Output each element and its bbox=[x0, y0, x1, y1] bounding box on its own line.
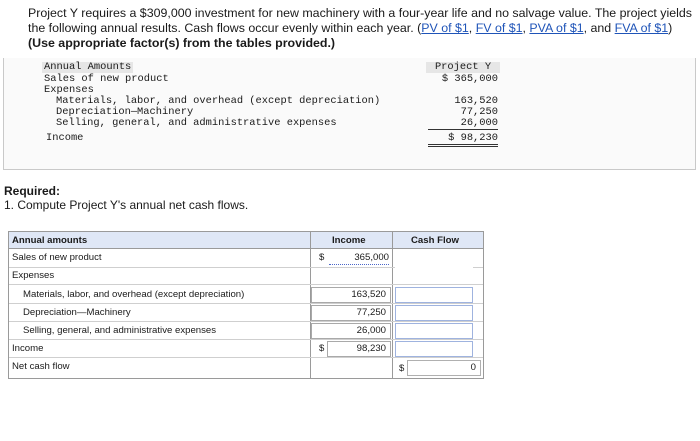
income-value: 365,000 bbox=[329, 252, 389, 265]
given-row-label: Expenses bbox=[44, 84, 94, 96]
given-row-label: Sales of new product bbox=[44, 73, 169, 85]
given-row-label: Selling, general, and administrative expenses bbox=[56, 117, 337, 129]
row-divider bbox=[9, 321, 483, 322]
row-divider bbox=[9, 284, 483, 285]
link-separator: , bbox=[468, 21, 476, 35]
given-column-header: Project Y bbox=[426, 62, 500, 73]
required-heading: Required: bbox=[4, 184, 61, 198]
given-row-value: 77,250 bbox=[460, 106, 498, 118]
cash-flow-input[interactable] bbox=[395, 341, 473, 357]
table-row-label: Net cash flow bbox=[12, 361, 70, 372]
currency-symbol: $ bbox=[319, 343, 325, 354]
table-row-label: Selling, general, and administrative expenses bbox=[23, 325, 217, 336]
cash-flow-input[interactable] bbox=[395, 323, 473, 339]
fv-table-link[interactable]: FV of $1 bbox=[475, 21, 523, 35]
table-row-label: Depreciation—Machinery bbox=[23, 307, 131, 318]
problem-statement bbox=[28, 6, 692, 51]
income-value: 26,000 bbox=[311, 323, 391, 339]
table-row-label: Materials, labor, and overhead (except depreciation) bbox=[23, 289, 245, 300]
row-divider bbox=[9, 303, 483, 304]
given-row-label: Materials, labor, and overhead (except depreciation) bbox=[56, 95, 381, 107]
answer-table bbox=[8, 231, 484, 379]
given-row-label: Depreciation—Machinery bbox=[56, 106, 194, 118]
given-row-label: Income bbox=[46, 132, 84, 144]
given-data-panel bbox=[3, 58, 696, 170]
given-row-value: 26,000 bbox=[428, 118, 498, 130]
required-question: 1. Compute Project Y's annual net cash flows. bbox=[4, 198, 249, 212]
income-value: 163,520 bbox=[311, 287, 391, 303]
given-label-header: Annual Amounts bbox=[44, 61, 132, 73]
row-divider bbox=[9, 339, 483, 340]
pv-table-link[interactable]: PV of $1 bbox=[421, 21, 469, 35]
link-separator: , and bbox=[583, 21, 615, 35]
table-row-label: Sales of new product bbox=[12, 252, 102, 263]
link-separator: , bbox=[522, 21, 530, 35]
header-income: Income bbox=[332, 235, 366, 246]
given-row-value: 163,520 bbox=[454, 95, 498, 107]
problem-text: Project Y requires a $309,000 investment for new machinery with a four-year life and no salvage value. The project yields the following annual results. Cash flows occur evenly within each year. ( bbox=[28, 6, 692, 35]
cash-flow-input[interactable] bbox=[395, 252, 473, 268]
fva-table-link[interactable]: FVA of $1 bbox=[614, 21, 669, 35]
header-cash-flow: Cash Flow bbox=[411, 235, 459, 246]
header-annual-amounts: Annual amounts bbox=[12, 235, 88, 246]
cash-flow-input[interactable] bbox=[395, 287, 473, 303]
pva-table-link[interactable]: PVA of $1 bbox=[529, 21, 584, 35]
given-row-value: $ 98,230 bbox=[428, 133, 498, 147]
net-cash-flow-input[interactable]: 0 bbox=[407, 360, 481, 376]
currency-symbol: $ bbox=[399, 363, 405, 374]
row-divider bbox=[9, 357, 483, 358]
cash-flow-input[interactable] bbox=[395, 305, 473, 321]
table-row-label: Expenses bbox=[12, 270, 55, 281]
income-value: 98,230 bbox=[327, 341, 391, 357]
currency-symbol: $ bbox=[319, 252, 325, 263]
table-row-label: Income bbox=[12, 343, 44, 354]
link-close: ) bbox=[668, 21, 673, 35]
given-row-value: $ 365,000 bbox=[441, 73, 498, 85]
income-value: 77,250 bbox=[311, 305, 391, 321]
instruction-text: (Use appropriate factor(s) from the tables provided.) bbox=[28, 36, 336, 50]
